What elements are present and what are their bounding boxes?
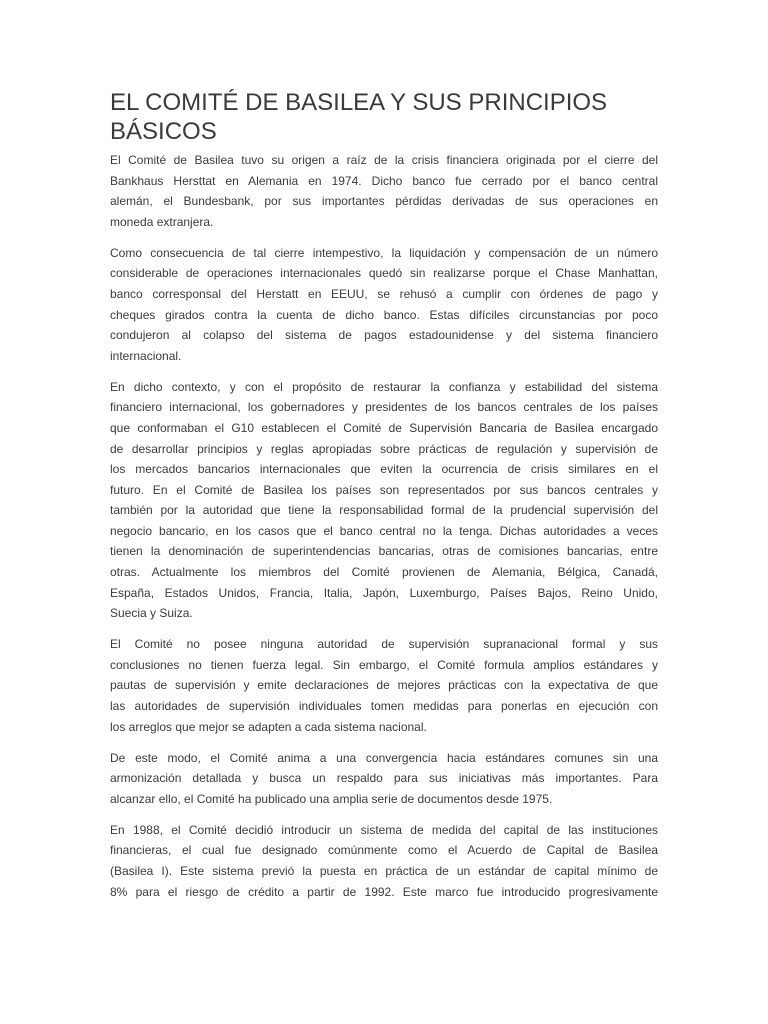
text-line: condujeron al colapso del sistema de pagos estadounidense y del sistema financiero [110,328,658,343]
text-line: Suecia y Suiza. [110,606,193,621]
text-line: los arreglos que mejor se adapten a cada sistema nacional. [110,719,427,734]
text-line: Como consecuencia de tal cierre intempestivo, la liquidación y compensación de un número [110,245,658,260]
text-line: banco corresponsal del Herstatt en EEUU, se rehusó a cumplir con órdenes de pago y [110,286,658,301]
text-line: conclusiones no tienen fuerza legal. Sin embargo, el Comité formula amplios estándares y [110,657,658,672]
paragraph [110,150,658,232]
text-line: otras. Actualmente los miembros del Comité provienen de Alemania, Bélgica, Canadá, [110,565,658,580]
paragraph [110,243,658,367]
text-line: tienen la denominación de superintendencias bancarias, otras de comisiones bancarias, entre [110,544,658,559]
text-line: futuro. En el Comité de Basilea los países son representados por sus bancos centrales y [110,482,658,497]
text-line: 8% para el riesgo de crédito a partir de 1992. Este marco fue introducido progresivamente [110,884,658,899]
text-line: cheques girados contra la cuenta de dicho banco. Estas difíciles circunstancias por poco [110,307,658,322]
paragraph [110,634,658,737]
paragraph [110,820,658,902]
text-line: financiero internacional, los gobernadores y presidentes de los bancos centrales de los países [110,400,658,415]
text-line: (Basilea I). Este sistema previó la puesta en práctica de un estándar de capital mínimo de [110,863,658,878]
text-line: Bankhaus Hersttat en Alemania en 1974. Dicho banco fue cerrado por el banco central [110,173,658,188]
text-line: alcanzar ello, el Comité ha publicado una amplia serie de documentos desde 1975. [110,791,553,806]
text-line: En dicho contexto, y con el propósito de restaurar la confianza y estabilidad del sistema [110,379,658,394]
text-line: El Comité no posee ninguna autoridad de supervisión supranacional formal y sus [110,637,658,652]
text-line: moneda extranjera. [110,214,214,229]
text-line: de desarrollar principios y reglas apropiadas sobre prácticas de regulación y supervisión de [110,441,658,456]
text-line: armonización detallada y busca un respaldo para sus iniciativas más importantes. Para [110,771,658,786]
text-line: las autoridades de supervisión individuales tomen medidas para ponerlas en ejecución con [110,699,658,714]
text-line: negocio bancario, en los casos que el banco central no la tenga. Dichas autoridades a veces [110,523,658,538]
text-line: El Comité de Basilea tuvo su origen a raíz de la crisis financiera originada por el cierre del [110,153,658,167]
text-line: pautas de supervisión y emite declaraciones de mejores prácticas con la expectativa de que [110,678,658,693]
text-line: también por la autoridad que tiene la responsabilidad formal de la prudencial supervisión del [110,503,658,518]
article-body [110,88,658,913]
page-title: EL COMITÉ DE BASILEA Y SUS PRINCIPIOS BÁSICOS [110,89,608,145]
paragraph [110,748,658,810]
text-line: España, Estados Unidos, Francia, Italia, Japón, Luxemburgo, Países Bajos, Reino Unido, [110,585,658,600]
text-line: los mercados bancarios internacionales que eviten la ocurrencia de crisis similares en el [110,462,658,477]
text-line: considerable de operaciones internacionales quedó sin realizarse porque el Chase Manhattan, [110,266,658,281]
paragraph [110,377,658,624]
text-line: De este modo, el Comité anima a una convergencia hacia estándares comunes sin una [110,750,658,765]
text-line: financieras, el cual fue designado comúnmente como el Acuerdo de Capital de Basilea [110,843,658,858]
text-line: que conformaban el G10 establecen el Comité de Supervisión Bancaria de Basilea encargado [110,420,658,435]
text-line: internacional. [110,348,182,363]
text-line: En 1988, el Comité decidió introducir un sistema de medida del capital de las instituciones [110,822,658,837]
text-line: alemán, el Bundesbank, por sus importantes pérdidas derivadas de sus operaciones en [110,194,658,209]
